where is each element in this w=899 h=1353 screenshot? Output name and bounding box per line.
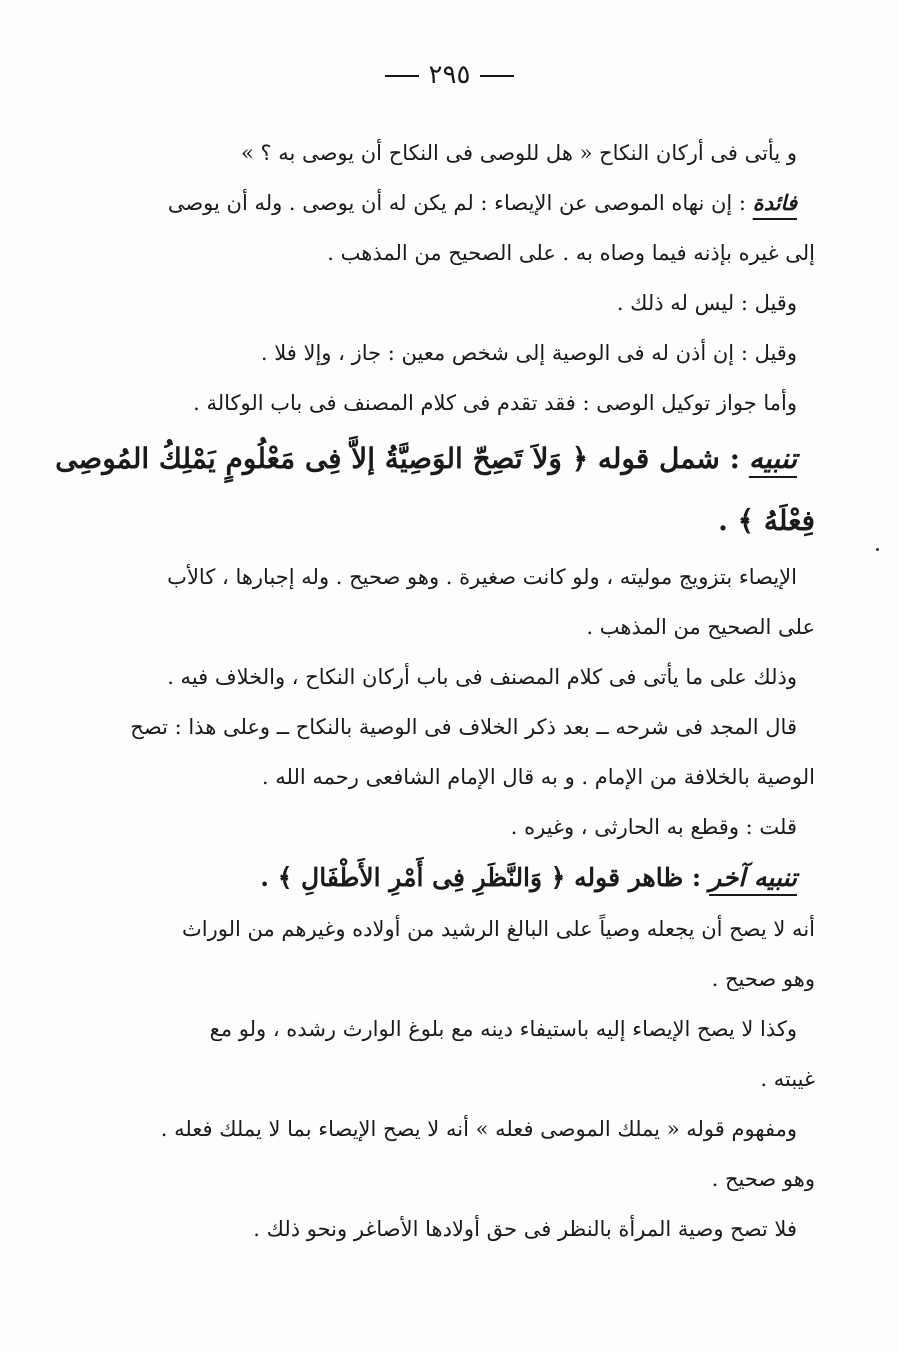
lead-word: فائدة bbox=[752, 190, 797, 215]
text-line: فائدة : إن نهاه الموصى عن الإيصاء : لم يكن له أن يوصى . وله أن يوصى bbox=[167, 190, 797, 215]
text-line: وهو صحيح . bbox=[711, 967, 815, 991]
text-line: على الصحيح من المذهب . bbox=[586, 615, 815, 639]
text-line: ومفهوم قوله « يملك الموصى فعله » أنه لا يصح الإيصاء بما لا يملك فعله . bbox=[160, 1117, 797, 1141]
body-text bbox=[55, 128, 815, 1254]
text-line: وذلك على ما يأتى فى كلام المصنف فى باب أركان النكاح ، والخلاف فيه . bbox=[167, 665, 797, 689]
text-line: و يأتى فى أركان النكاح « هل للوصى فى النكاح أن يوصى به ؟ » bbox=[240, 141, 797, 165]
text-line: فلا تصح وصية المرأة بالنظر فى حق أولادها الأصاغر ونحو ذلك . bbox=[253, 1217, 797, 1241]
dash-right bbox=[480, 75, 514, 77]
lead-word: تنبيه آخر bbox=[709, 863, 797, 892]
text-line: وكذا لا يصح الإيصاء إليه باستيفاء دينه مع بلوغ الوارث رشده ، ولو مع bbox=[209, 1017, 797, 1041]
text-line: وقيل : إن أذن له فى الوصية إلى شخص معين : جاز ، وإلا فلا . bbox=[260, 341, 797, 365]
text-line: غيبته . bbox=[760, 1067, 815, 1091]
text-line: فِعْلَهُ ﴾ . bbox=[718, 504, 815, 537]
dash-left bbox=[385, 75, 419, 77]
ink-speck bbox=[876, 548, 879, 551]
text-line: الإيصاء بتزويج موليته ، ولو كانت صغيرة . وهو صحيح . وله إجبارها ، كالأب bbox=[167, 565, 797, 589]
page-number-header bbox=[0, 60, 899, 90]
text-line: قلت : وقطع به الحارثى ، وغيره . bbox=[510, 815, 797, 839]
text-line: تنبيه : شمل قوله ﴿ وَلاَ تَصِحّ الوَصِيَّةُ إلاَّ فِى مَعْلُومٍ يَمْلِكُ المُوصِى bbox=[55, 442, 797, 475]
text-line: وقيل : ليس له ذلك . bbox=[616, 291, 797, 315]
lead-word: تنبيه bbox=[748, 442, 797, 475]
text-line: وهو صحيح . bbox=[711, 1167, 815, 1191]
text-line: إلى غيره بإذنه فيما وصاه به . على الصحيح من المذهب . bbox=[327, 241, 815, 265]
text-line: وأما جواز توكيل الوصى : فقد تقدم فى كلام المصنف فى باب الوكالة . bbox=[193, 391, 797, 415]
text-line: تنبيه آخر : ظاهر قوله ﴿ وَالنَّظَرِ فِى أَمْرِ الأَطْفَالِ ﴾ . bbox=[260, 863, 797, 892]
text-line: الوصية بالخلافة من الإمام . و به قال الإمام الشافعى رحمه الله . bbox=[261, 765, 815, 789]
page-number: ٢٩٥ bbox=[428, 60, 471, 90]
text-line: أنه لا يصح أن يجعله وصياً على البالغ الرشيد من أولاده وغيرهم من الوراث bbox=[181, 917, 815, 941]
text-line: قال المجد فى شرحه ــ بعد ذكر الخلاف فى الوصية بالنكاح ــ وعلى هذا : تصح bbox=[130, 715, 797, 739]
